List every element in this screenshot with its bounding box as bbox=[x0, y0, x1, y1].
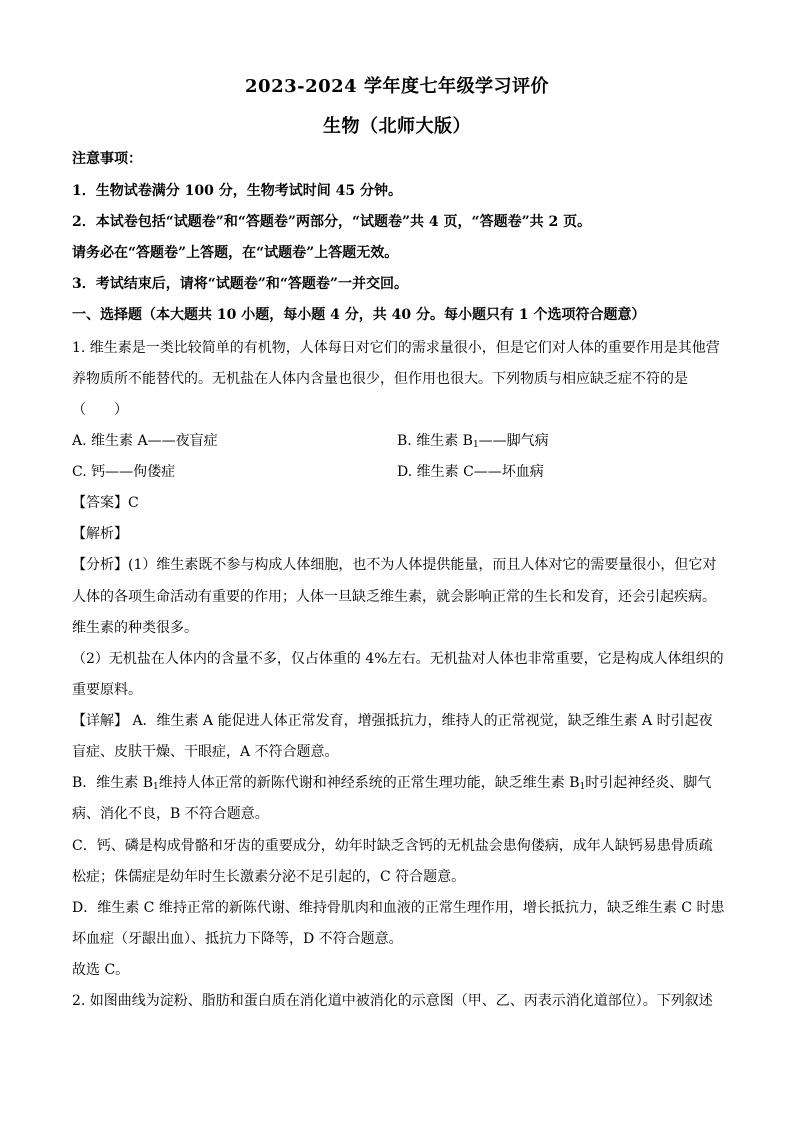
q1-option-c: C. 钙——佝偻症 bbox=[72, 464, 176, 480]
q1-detail-d-line-1: D．维生素 C 维持正常的新陈代谢、维持骨肌肉和血液的正常生理作用，增长抵抗力，缺乏维生素 C 时患 bbox=[72, 900, 725, 916]
q1-analysis-line-5: 重要原料。 bbox=[72, 682, 142, 698]
page-subtitle: 生物（北师大版） bbox=[323, 116, 471, 137]
notice-item-3: 3．考试结束后，请将“试题卷”和“答题卷”一并交回。 bbox=[72, 276, 408, 292]
q1-detail-b-line-2: 病、消化不良，B 不符合题意。 bbox=[72, 806, 269, 822]
page-title: 2023-2024 学年度七年级学习评价 bbox=[245, 76, 549, 97]
q1-stem-line-1: 1. 维生素是一类比较简单的有机物，人体每日对它们的需求量很小，但是它们对人体的重要作用是其他营 bbox=[72, 340, 720, 356]
q1-option-d: D. 维生素 C——坏血病 bbox=[397, 464, 544, 480]
q1-detail-b-subscript-2: 1 bbox=[579, 782, 586, 792]
q1-detail-a-line-1: 【详解】 A．维生素 A 能促进人体正常发育，增强抵抗力，维持人的正常视觉，缺乏维生素 A 时引起夜 bbox=[72, 713, 713, 729]
q1-detail-c-line-1: C．钙、磷是构成骨骼和牙齿的重要成分，幼年时缺乏含钙的无机盐会患佝偻病，成年人缺钙易患骨质疏 bbox=[72, 838, 713, 854]
q1-detail-b-suffix: 时引起神经炎、脚气 bbox=[585, 775, 712, 791]
q1-analysis-line-3: 维生素的种类很多。 bbox=[72, 620, 198, 636]
notice-heading: 注意事项： bbox=[72, 151, 142, 167]
q1-detail-b-middle: 维持人体正常的新陈代谢和神经系统的正常生理功能，缺乏维生素 B bbox=[158, 775, 580, 791]
q1-detail-a-line-2: 盲症、皮肤干燥、干眼症，A 不符合题意。 bbox=[72, 744, 339, 760]
notice-item-1: 1．生物试卷满分 100 分，生物考试时间 45 分钟。 bbox=[72, 183, 402, 199]
q1-option-b bbox=[397, 431, 549, 451]
q1-option-b-suffix: ——脚气病 bbox=[478, 433, 549, 449]
section-heading: 一、选择题（本大题共 10 小题，每小题 4 分，共 40 分。每小题只有 1 个选项符合题意） bbox=[72, 307, 646, 323]
q1-option-b-subscript: 1 bbox=[472, 440, 479, 450]
q1-detail-d-line-2: 坏血症（牙龈出血）、抵抗力下降等，D 不符合题意。 bbox=[72, 931, 403, 947]
q1-option-a: A. 维生素 A——夜盲症 bbox=[72, 433, 218, 449]
q2-stem-line-1: 2. 如图曲线为淀粉、脂肪和蛋白质在消化道中被消化的示意图（甲、乙、丙表示消化道部位）。下列叙述 bbox=[72, 993, 713, 1009]
notice-item-2-line-2: 请务必在“答题卷”上答题，在“试题卷”上答题无效。 bbox=[72, 245, 399, 261]
q1-analysis-line-2: 人体的各项生命活动有重要的作用；人体一旦缺乏维生素，就会影响正常的生长和发育，还会引起疾病。 bbox=[72, 589, 716, 605]
q1-detail-b-prefix: B．维生素 B bbox=[72, 775, 154, 791]
q1-analysis-label: 【解析】 bbox=[72, 526, 128, 542]
notice-item-2-line-1: 2．本试卷包括“试题卷”和“答题卷”两部分，“试题卷”共 4 页，“答题卷”共 2 页。 bbox=[72, 214, 592, 230]
q1-detail-c-line-2: 松症；侏儒症是幼年时生长激素分泌不足引起的，C 符合题意。 bbox=[72, 869, 466, 885]
q1-analysis-line-1: 【分析】(1）维生素既不参与构成人体细胞，也不为人体提供能量，而且人体对它的需要量很小，但它对 bbox=[72, 557, 717, 573]
q1-answer: 【答案】C bbox=[72, 495, 139, 511]
q1-analysis-line-4: （2）无机盐在人体内的含量不多，仅占体重的 4%左右。无机盐对人体也非常重要，它是构成人体组织的 bbox=[72, 651, 724, 667]
q1-stem-line-2: 养物质所不能替代的。无机盐在人体内含量也很少，但作用也很大。下列物质与相应缺乏症不符的是 bbox=[72, 371, 688, 387]
q1-detail-b-subscript: 1 bbox=[153, 782, 159, 792]
q1-detail-b-line-1 bbox=[72, 773, 732, 793]
q1-stem-line-3: （ ） bbox=[72, 402, 128, 418]
q1-option-b-text: B. 维生素 B bbox=[397, 433, 473, 449]
q1-conclusion: 故选 C。 bbox=[72, 962, 130, 978]
